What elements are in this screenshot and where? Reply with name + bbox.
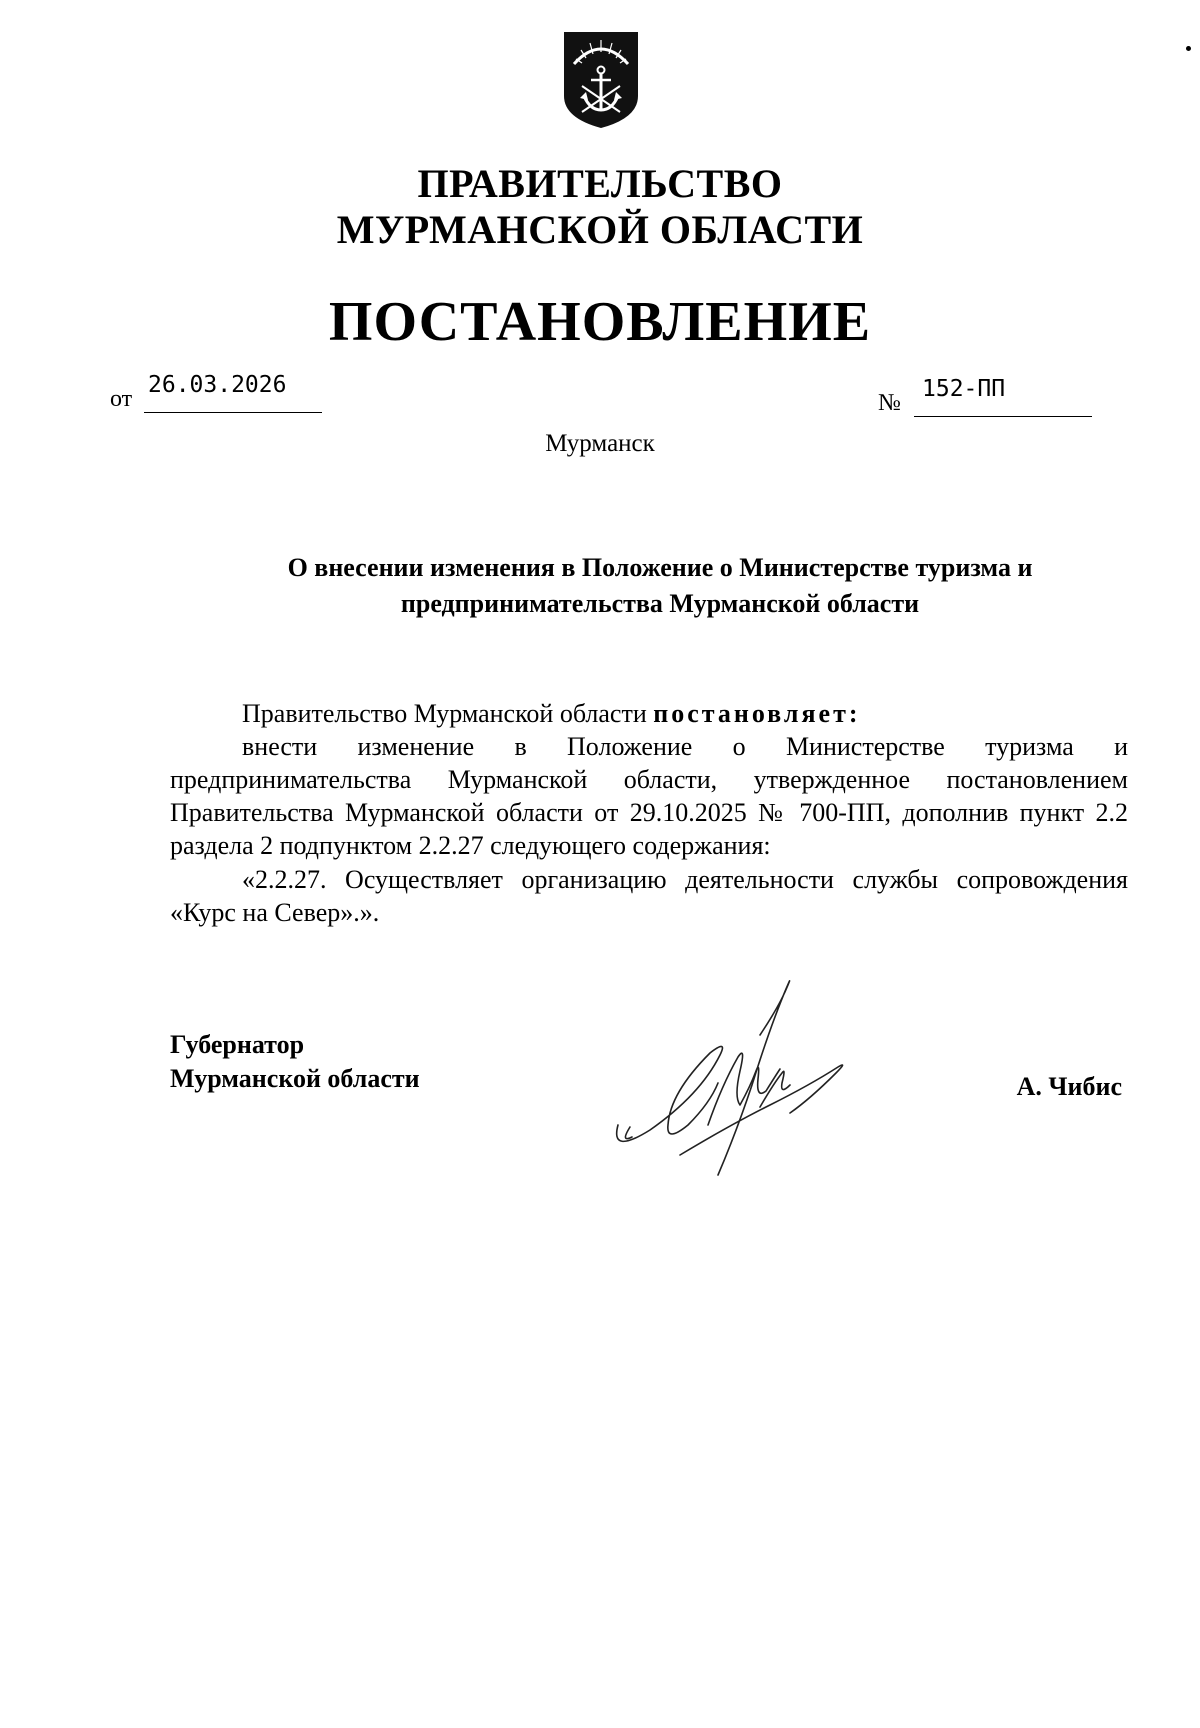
subject-line1: О внесении изменения в Положение о Министерстве туризма и xyxy=(287,553,1033,582)
intro-paragraph xyxy=(170,697,1128,730)
signer-title-line1: Губернатор xyxy=(170,1030,305,1059)
scan-speck xyxy=(1186,46,1191,51)
coat-of-arms-icon xyxy=(560,26,642,130)
date-label: от xyxy=(110,386,133,412)
government-name-line1: ПРАВИТЕЛЬСТВО xyxy=(417,161,783,206)
number-label: № xyxy=(878,390,901,416)
date-value: 26.03.2026 xyxy=(148,372,287,398)
amendment-paragraph: внести изменение в Положение о Министерстве туризма и предпринимательства Мурманской области, утвержденное постановлением Правительства Мурманской области от 29.10.2025 № 700-ПП, дополнив пункт 2.2 раздела 2 подпунктом 2.2.27 следующего содержания: xyxy=(170,732,1128,860)
signer-name: А. Чибис xyxy=(1016,1072,1122,1101)
date-underline xyxy=(144,412,322,413)
intro-text: Правительство Мурманской области xyxy=(242,699,654,728)
number-value: 152-ПП xyxy=(922,376,1006,402)
city-name: Мурманск xyxy=(545,430,655,457)
intro-emphasis: постановляет: xyxy=(653,699,861,728)
government-name-line2: МУРМАНСКОЙ ОБЛАСТИ xyxy=(336,207,864,252)
subject-line2: предпринимательства Мурманской области xyxy=(400,589,920,618)
new-subclause-paragraph: «2.2.27. Осуществляет организацию деятельности службы сопровождения «Курс на Север».». xyxy=(170,865,1128,927)
handwritten-signature-icon xyxy=(610,975,860,1185)
document-type-title: ПОСТАНОВЛЕНИЕ xyxy=(328,291,872,353)
number-underline xyxy=(914,416,1092,417)
signer-title xyxy=(170,1028,420,1096)
decree-subject xyxy=(200,550,1120,622)
signer-title-line2: Мурманской области xyxy=(170,1064,420,1093)
